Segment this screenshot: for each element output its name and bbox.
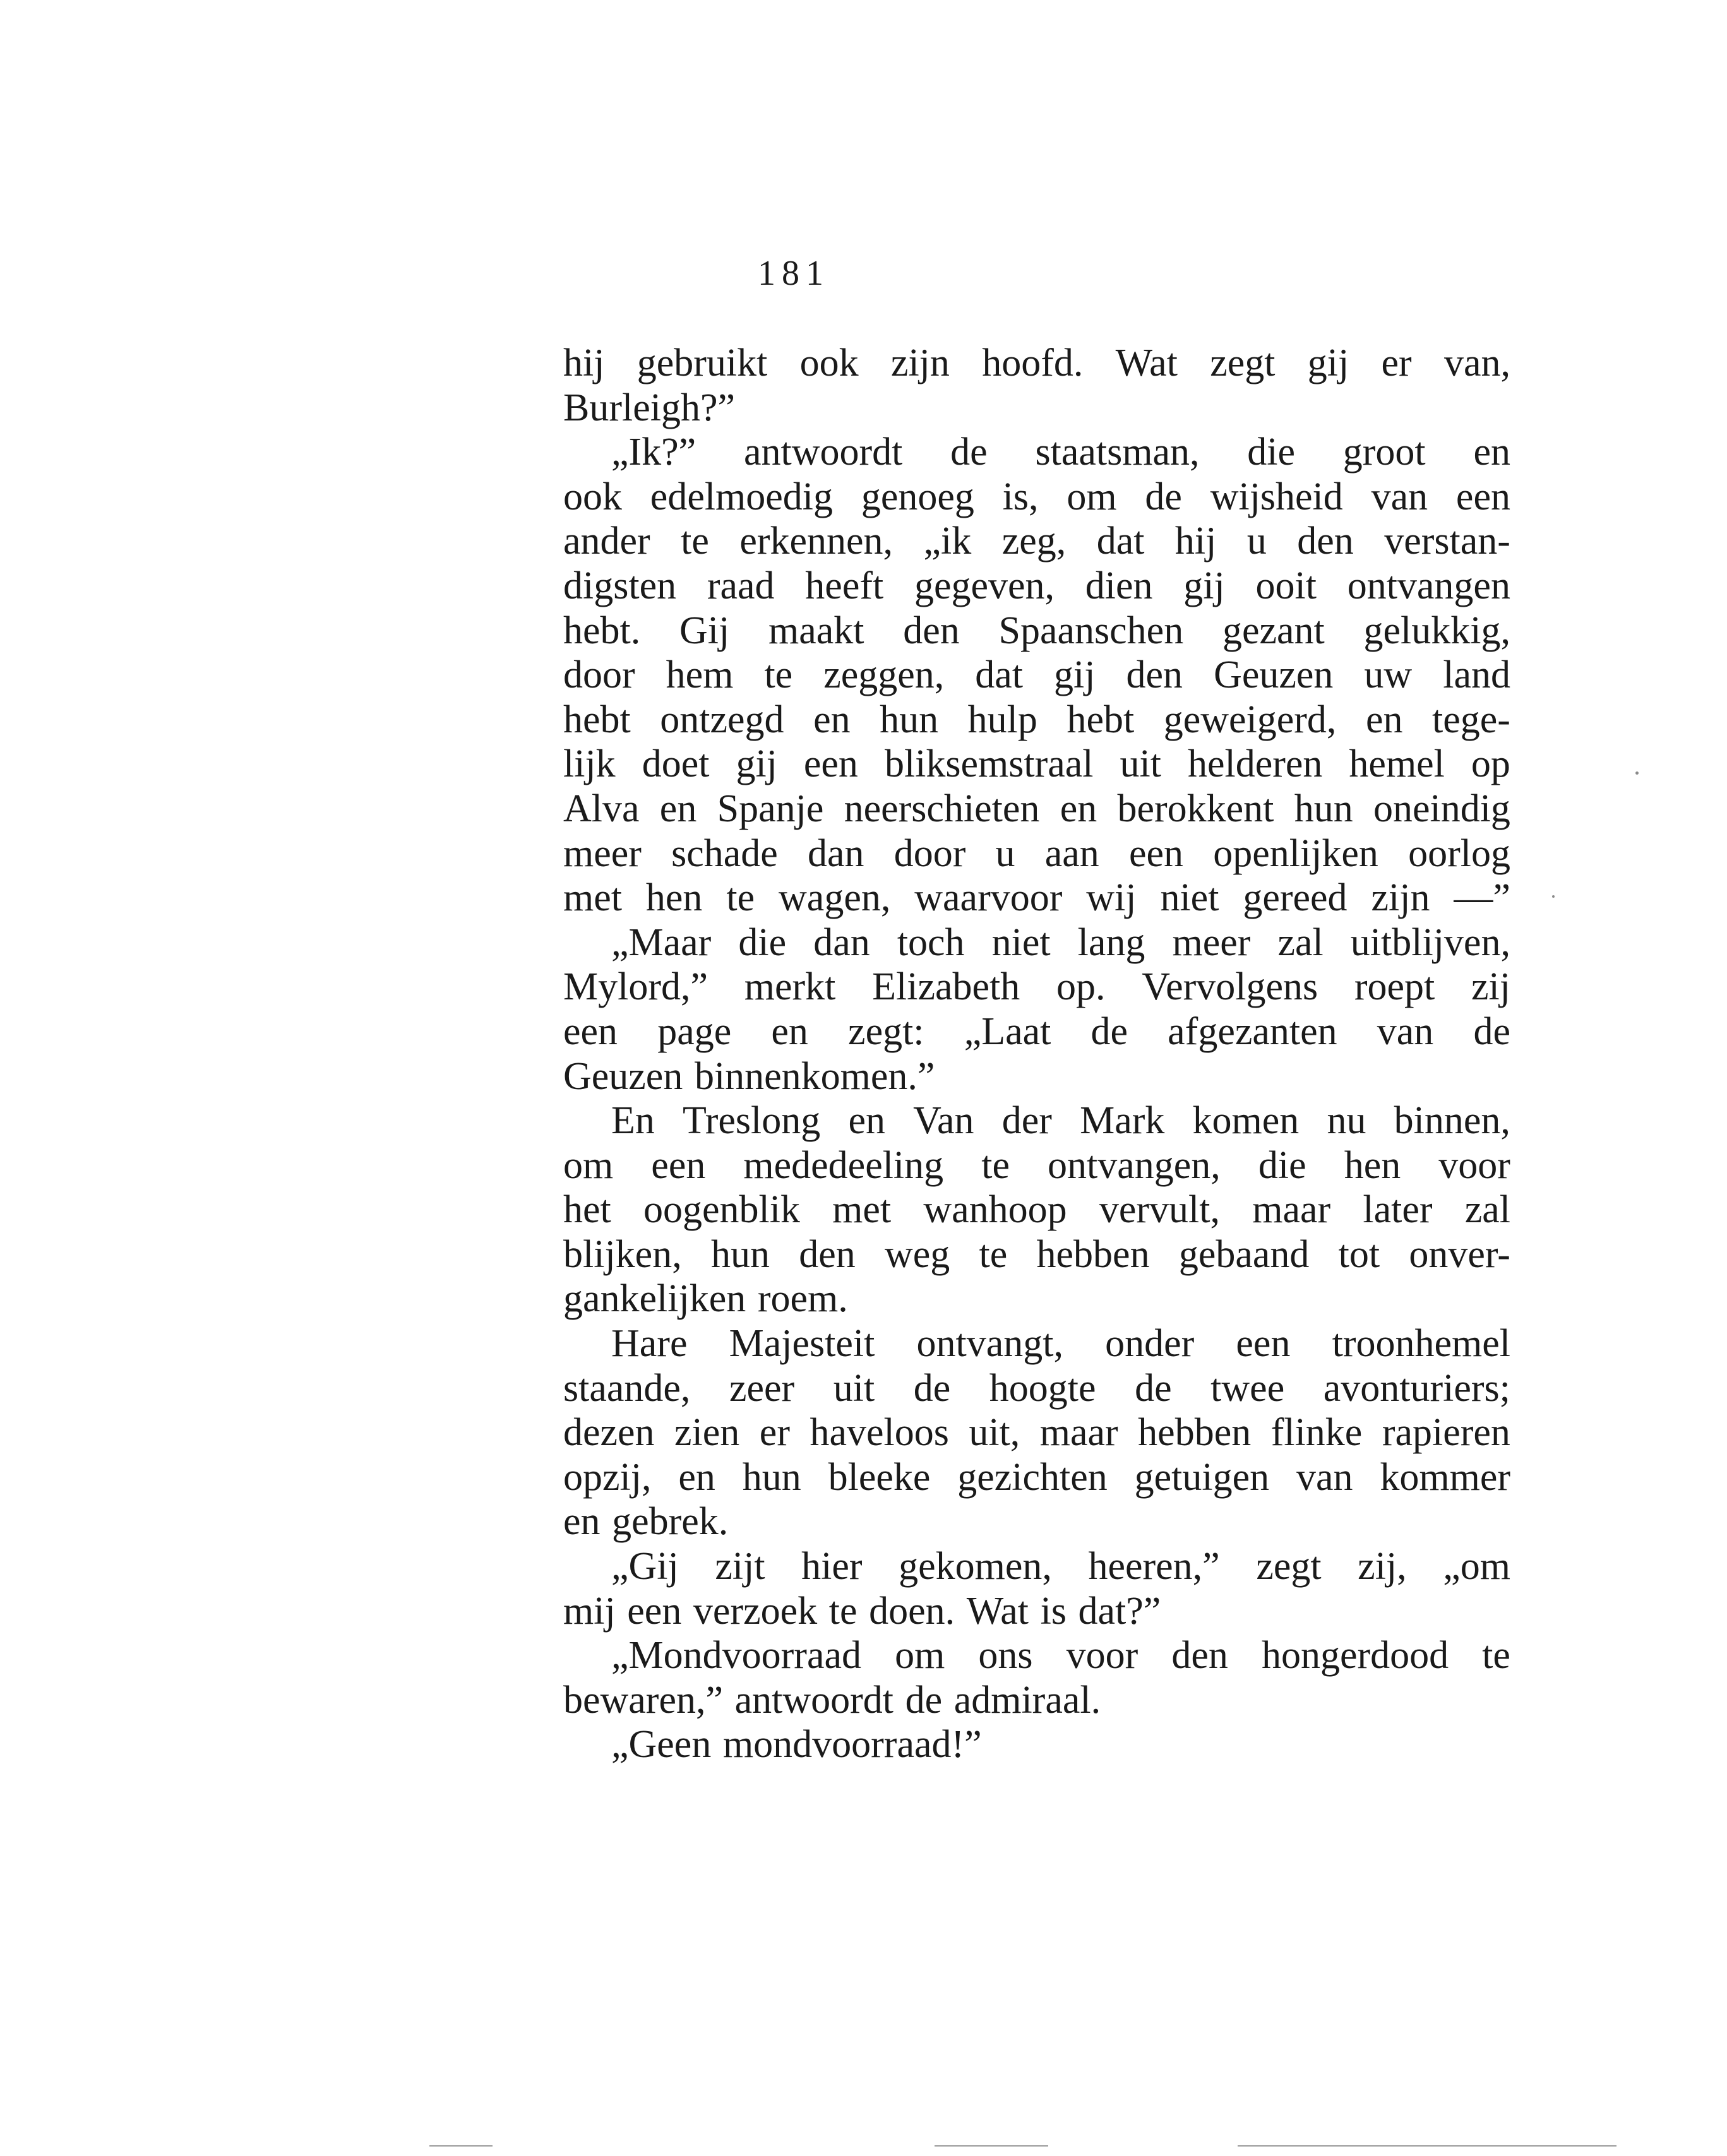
text-line: gankelijken roem. xyxy=(563,1277,848,1321)
text-line: Mylord,” merkt Elizabeth op. Vervolgens roept zij xyxy=(563,965,1510,1009)
text-line: „Mondvoorraad om ons voor den hongerdood te xyxy=(611,1634,1510,1677)
text-line: Alva en Spanje neerschieten en berokkent hun oneindig xyxy=(563,787,1510,830)
text-line: opzij, en hun bleeke gezichten getuigen van kommer xyxy=(563,1455,1510,1499)
text-line: lijk doet gij een bliksemstraal uit helderen hemel op xyxy=(563,742,1510,786)
text-line: hij gebruikt ook zijn hoofd. Wat zegt gij er van, xyxy=(563,342,1510,384)
text-line: met hen te wagen, waarvoor wij niet gereed zijn —” xyxy=(563,876,1510,920)
text-line: digsten raad heeft gegeven, dien gij ooit ontvangen xyxy=(563,564,1510,607)
scan-edge-line xyxy=(429,2145,493,2147)
text-line: door hem te zeggen, dat gij den Geuzen uw land xyxy=(563,653,1510,697)
scan-speck xyxy=(1635,771,1639,775)
text-line: blijken, hun den weg te hebben gebaand tot onver- xyxy=(563,1232,1510,1276)
text-line: „Ik?” antwoordt de staatsman, die groot en xyxy=(611,431,1510,474)
text-line: Hare Majesteit ontvangt, onder een troonhemel xyxy=(611,1322,1510,1366)
scan-edge-line xyxy=(1238,2145,1616,2147)
text-line: om een mededeeling te ontvangen, die hen voor xyxy=(563,1143,1510,1187)
text-line: dezen zien er haveloos uit, maar hebben flinke rapieren xyxy=(563,1411,1510,1455)
text-line: Burleigh?” xyxy=(563,386,736,429)
text-line: hebt ontzegd en hun hulp hebt geweigerd, en tege- xyxy=(563,698,1510,741)
text-line: en gebrek. xyxy=(563,1500,729,1544)
text-line: ook edelmoedig genoeg is, om de wijsheid van een xyxy=(563,475,1510,518)
text-line: „Maar die dan toch niet lang meer zal uitblijven, xyxy=(611,920,1510,964)
text-line: bewaren,” antwoordt de admiraal. xyxy=(563,1678,1101,1722)
text-line: staande, zeer uit de hoogte de twee avonturiers; xyxy=(563,1366,1510,1410)
page-number: 181 xyxy=(758,254,830,293)
text-line: meer schade dan door u aan een openlijken oorlog xyxy=(563,831,1510,875)
text-line: ander te erkennen, „ik zeg, dat hij u den verstan- xyxy=(563,520,1510,563)
text-line: het oogenblik met wanhoop vervult, maar later zal xyxy=(563,1188,1510,1232)
body-text xyxy=(563,341,1510,1767)
text-line: mij een verzoek te doen. Wat is dat?” xyxy=(563,1589,1161,1633)
scan-speck xyxy=(1552,895,1555,898)
text-line: Geuzen binnenkomen.” xyxy=(563,1054,935,1098)
scan-edge-line xyxy=(935,2145,1048,2147)
text-line: En Treslong en Van der Mark komen nu binnen, xyxy=(611,1099,1510,1143)
text-line: „Gij zijt hier gekomen, heeren,” zegt zij, „om xyxy=(611,1545,1510,1588)
text-line: „Geen mondvoorraad!” xyxy=(611,1723,982,1766)
text-line: een page en zegt: „Laat de afgezanten van de xyxy=(563,1010,1510,1053)
text-line: hebt. Gij maakt den Spaanschen gezant gelukkig, xyxy=(563,609,1510,652)
